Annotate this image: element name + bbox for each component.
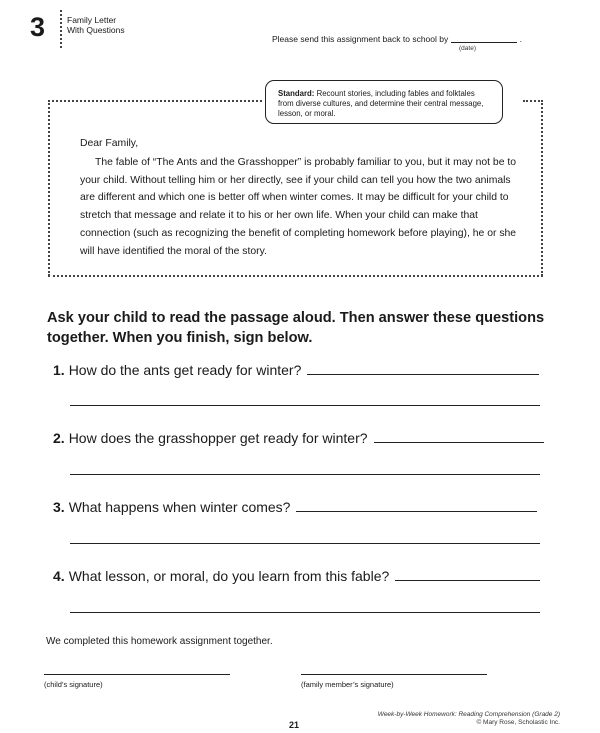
lesson-title-line2: With Questions — [67, 25, 125, 35]
question-text: What happens when winter comes? — [68, 499, 291, 515]
credit-line — [370, 711, 560, 727]
question-text: How does the grasshopper get ready for winter? — [68, 430, 368, 446]
question-number: 2. — [53, 430, 65, 446]
letter-frame-right — [541, 100, 543, 276]
answer-line-inline[interactable] — [307, 373, 539, 375]
question-text: What lesson, or moral, do you learn from this fable? — [68, 568, 390, 584]
instructions: Ask your child to read the passage aloud. Then answer these questions together. When you finish, sign below. — [47, 310, 545, 346]
question-1 — [53, 362, 540, 378]
letter-frame-top-left — [48, 100, 262, 102]
question-4 — [53, 568, 543, 584]
question-2 — [53, 430, 543, 446]
question-text: How do the ants get ready for winter? — [68, 362, 302, 378]
question-3 — [53, 499, 543, 515]
standard-text: Recount stories, including fables and folktales from diverse cultures, and determine their central message, lesson, or moral. — [278, 89, 484, 118]
letter-body: The fable of “The Ants and the Grasshopper” is probably familiar to you, but it may not be to your child. Without telling him or her directly, see if your child can tell you how the two animals are different and which one is better off when winter comes. It may be difficult for your child to stretch that message and relate it to his or her own life. When your child can make that connection (such as recognizing the benefit of completing homework before playing), he or she will have identified the moral of the story. — [80, 156, 517, 257]
page-number: 21 — [289, 720, 300, 730]
letter-greeting: Dear Family, — [80, 138, 139, 149]
book-title: Week-by-Week Homework: Reading Comprehension (Grade 2) — [377, 711, 560, 718]
lesson-number: 3 — [30, 12, 46, 42]
question-number: 1. — [53, 362, 65, 378]
lesson-title — [67, 15, 125, 35]
family-signature-line[interactable] — [301, 674, 487, 675]
family-signature-caption: (family member’s signature) — [301, 680, 394, 689]
answer-line[interactable] — [70, 474, 540, 475]
child-signature-caption: (child’s signature) — [44, 680, 103, 689]
send-back-text: Please send this assignment back to school by — [272, 34, 449, 44]
letter-frame-bottom — [48, 275, 543, 277]
answer-line[interactable] — [70, 612, 540, 613]
question-number: 3. — [53, 499, 65, 515]
question-number: 4. — [53, 568, 65, 584]
send-back-line — [272, 34, 522, 44]
header-divider — [60, 10, 62, 48]
date-field[interactable] — [451, 42, 517, 43]
completed-statement: We completed this homework assignment together. — [46, 636, 273, 647]
date-caption: (date) — [459, 45, 476, 52]
answer-line-inline[interactable] — [296, 510, 537, 512]
copyright: © Mary Rose, Scholastic Inc. — [476, 719, 560, 726]
child-signature-line[interactable] — [44, 674, 230, 675]
letter-frame-left — [48, 100, 50, 276]
answer-line-inline[interactable] — [395, 579, 540, 581]
answer-line[interactable] — [70, 405, 540, 406]
letter-frame-top-right — [523, 100, 543, 102]
standard-label: Standard: — [278, 89, 315, 98]
lesson-title-line1: Family Letter — [67, 15, 117, 25]
family-letter — [80, 135, 528, 261]
answer-line-inline[interactable] — [374, 441, 544, 443]
answer-line[interactable] — [70, 543, 540, 544]
send-back-period: . — [519, 34, 522, 44]
standard-box — [265, 80, 503, 124]
